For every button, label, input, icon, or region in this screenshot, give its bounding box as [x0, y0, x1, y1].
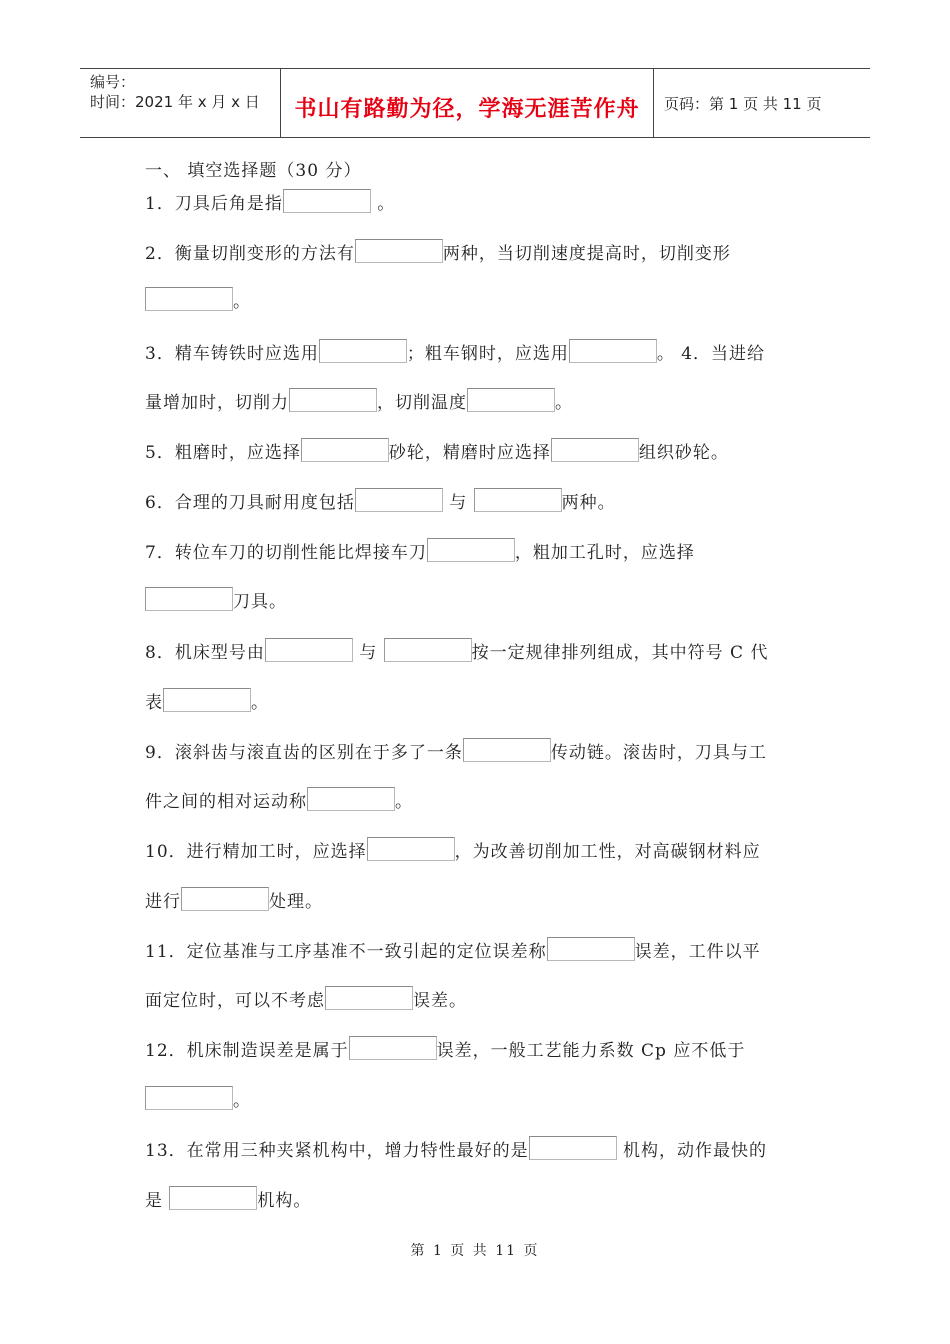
- text: 。: [370, 194, 396, 214]
- text: 量增加时，切削力: [145, 393, 289, 413]
- text: 刀具。: [233, 592, 287, 612]
- question-12-cont: [145, 1086, 251, 1116]
- text: 砂轮，精磨时应选择: [388, 443, 551, 463]
- text: 3．精车铸铁时应选用: [145, 344, 319, 364]
- question-8-cont: [145, 688, 269, 718]
- text: 机构，动作最快的: [616, 1141, 768, 1161]
- text: 传动链。滚齿时，刀具与工: [550, 743, 767, 763]
- page-footer: 第 1 页 共 11 页: [410, 1243, 540, 1259]
- question-9: [145, 738, 767, 768]
- text: 。: [395, 792, 413, 812]
- answer-blank[interactable]: [265, 638, 353, 662]
- text: 6．合理的刀具耐用度包括: [145, 493, 355, 513]
- answer-blank[interactable]: [145, 587, 233, 611]
- question-12: [145, 1036, 745, 1066]
- code-label: 编号：: [90, 73, 136, 91]
- answer-blank[interactable]: [467, 388, 555, 412]
- answer-blank[interactable]: [463, 738, 551, 762]
- question-9-cont: [145, 787, 413, 817]
- answer-blank[interactable]: [283, 189, 371, 213]
- text: 9．滚斜齿与滚直齿的区别在于多了一条: [145, 743, 463, 763]
- text: 7．转位车刀的切削性能比焊接车刀: [145, 543, 427, 563]
- answer-blank[interactable]: [319, 339, 407, 363]
- question-10-cont: [145, 887, 323, 917]
- question-6: [145, 488, 616, 518]
- text: 表: [145, 693, 163, 713]
- text: 2．衡量切削变形的方法有: [145, 244, 355, 264]
- answer-blank[interactable]: [325, 986, 413, 1010]
- answer-blank[interactable]: [163, 688, 251, 712]
- question-7: [145, 538, 695, 568]
- text: 处理。: [269, 892, 323, 912]
- text: 误差。: [413, 991, 467, 1011]
- answer-blank[interactable]: [301, 438, 389, 462]
- text: 与: [442, 493, 474, 513]
- question-13-cont: [145, 1186, 311, 1216]
- answer-blank[interactable]: [569, 339, 657, 363]
- text: 件之间的相对运动称: [145, 792, 307, 812]
- text: ，为改善切削加工性，对高碳钢材料应: [454, 842, 761, 862]
- text: 两种。: [561, 493, 616, 513]
- text: 1．刀具后角是指: [145, 194, 283, 214]
- text: 误差，工件以平: [634, 942, 761, 962]
- question-5: [145, 438, 729, 468]
- answer-blank[interactable]: [355, 239, 443, 263]
- answer-blank[interactable]: [551, 438, 639, 462]
- text: 。: [233, 292, 251, 312]
- question-10: [145, 837, 761, 867]
- text: ；粗车钢时，应选用: [406, 344, 569, 364]
- header-meta: [80, 69, 281, 137]
- question-2: [145, 239, 731, 269]
- document-header: [80, 68, 870, 138]
- text: 12．机床制造误差是属于: [145, 1041, 349, 1061]
- question-2-cont: [145, 287, 251, 317]
- section-title: 一、 填空选择题（30 分）: [145, 161, 362, 181]
- answer-blank[interactable]: [169, 1186, 257, 1210]
- text: 13．在常用三种夹紧机构中，增力特性最好的是: [145, 1141, 529, 1161]
- motto: 书山有路勤为径，学海无涯苦作舟: [294, 96, 640, 122]
- question-1: [145, 189, 395, 219]
- answer-blank[interactable]: [547, 937, 635, 961]
- question-4: [145, 388, 573, 418]
- answer-blank[interactable]: [145, 1086, 233, 1110]
- header-page-cell: [654, 69, 870, 137]
- question-8: [145, 638, 768, 668]
- text: 机构。: [257, 1191, 312, 1211]
- text: ，粗加工孔时，应选择: [514, 543, 695, 563]
- answer-blank[interactable]: [145, 287, 233, 311]
- question-11: [145, 937, 761, 967]
- answer-blank[interactable]: [289, 388, 377, 412]
- question-3: [145, 339, 765, 369]
- page-info: 页码：第 1 页 共 11 页: [664, 94, 822, 113]
- text: 。: [555, 393, 573, 413]
- text: 11．定位基准与工序基准不一致引起的定位误差称: [145, 942, 547, 962]
- answer-blank[interactable]: [384, 638, 472, 662]
- answer-blank[interactable]: [474, 488, 562, 512]
- text: 。: [251, 693, 269, 713]
- text: 面定位时，可以不考虑: [145, 991, 325, 1011]
- answer-blank[interactable]: [427, 538, 515, 562]
- question-11-cont: [145, 986, 467, 1016]
- text: 8．机床型号由: [145, 643, 265, 663]
- text: ，切削温度: [377, 393, 467, 413]
- text: 5．粗磨时，应选择: [145, 443, 301, 463]
- answer-blank[interactable]: [349, 1036, 437, 1060]
- answer-blank[interactable]: [307, 787, 395, 811]
- answer-blank[interactable]: [529, 1136, 617, 1160]
- answer-blank[interactable]: [355, 488, 443, 512]
- text: 误差，一般工艺能力系数 Cp 应不低于: [436, 1041, 746, 1061]
- text: 进行: [145, 892, 181, 912]
- answer-blank[interactable]: [181, 887, 269, 911]
- header-motto-cell: [281, 69, 654, 137]
- answer-blank[interactable]: [367, 837, 455, 861]
- question-7-cont: [145, 587, 287, 617]
- text: 是: [145, 1191, 170, 1211]
- text: 10．进行精加工时，应选择: [145, 842, 367, 862]
- text: 。 4．当进给: [656, 344, 766, 364]
- time-label: 时间：2021 年 x 月 x 日: [90, 93, 260, 111]
- text: 两种，当切削速度提高时，切削变形: [442, 244, 731, 264]
- text: 组织砂轮。: [638, 443, 729, 463]
- text: 按一定规律排列组成，其中符号 C 代: [471, 643, 769, 663]
- text: 与: [352, 643, 384, 663]
- question-13: [145, 1136, 767, 1166]
- text: 。: [233, 1091, 251, 1111]
